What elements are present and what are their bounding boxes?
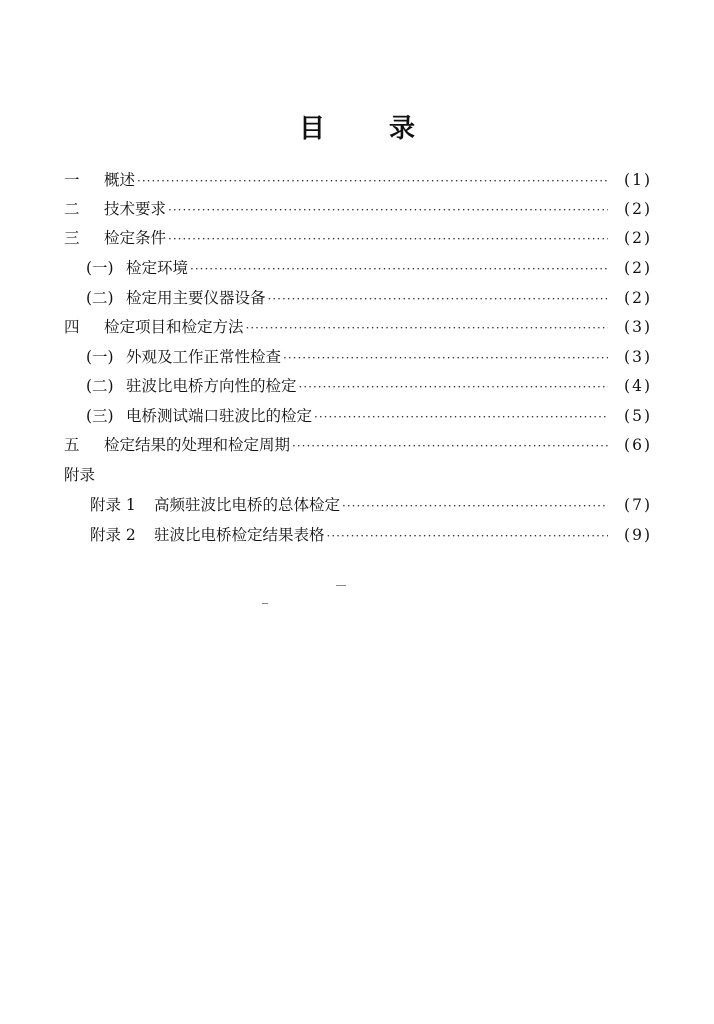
dot-leader xyxy=(137,167,608,195)
toc-entry-label: 检定条件 xyxy=(104,229,167,247)
toc-entry-2[interactable] xyxy=(64,195,652,223)
toc-entry-label: 高频驻波比电桥的总体检定 xyxy=(154,496,341,514)
toc-entry-number: 二 xyxy=(64,200,80,218)
toc-entry-page: (4) xyxy=(624,377,652,395)
toc-entry-page: (3) xyxy=(624,348,652,366)
title-char-1: 目 xyxy=(298,114,325,144)
toc-entry-label: 技术要求 xyxy=(104,200,167,218)
toc-entry-label: 概述 xyxy=(104,171,136,189)
toc-entry-3-1[interactable] xyxy=(64,254,652,282)
toc-entry-3-2[interactable] xyxy=(64,284,652,312)
toc-entry-label: 驻波比电桥方向性的检定 xyxy=(126,377,297,395)
toc-entry-page: (2) xyxy=(624,200,652,218)
toc-entry-number: (三) xyxy=(86,407,114,425)
appendix-heading: 附录 xyxy=(64,466,96,484)
toc-entry-label: 外观及工作正常性检查 xyxy=(126,348,282,366)
toc-entry-number: 一 xyxy=(64,171,80,189)
toc-entry-page: (6) xyxy=(624,436,652,454)
toc-entry-4-3[interactable] xyxy=(64,402,652,430)
page-title xyxy=(0,108,714,145)
dot-leader xyxy=(168,225,608,253)
dot-leader xyxy=(168,196,608,224)
toc-entry-label: 检定用主要仪器设备 xyxy=(126,289,266,307)
toc-entry-page: (9) xyxy=(624,526,652,544)
toc-entry-4-1[interactable] xyxy=(64,343,652,371)
toc-entry-number: (一) xyxy=(86,259,114,277)
dot-leader xyxy=(292,432,608,460)
dot-leader xyxy=(299,373,608,401)
toc-entry-number: 附录 1 xyxy=(90,496,136,514)
dot-leader xyxy=(314,403,608,431)
toc-entry-label: 检定项目和检定方法 xyxy=(104,318,244,336)
toc-entry-page: (2) xyxy=(624,289,652,307)
toc-entry-number: 附录 2 xyxy=(90,526,136,544)
toc-entry-4[interactable] xyxy=(64,313,652,341)
toc-entry-number: 四 xyxy=(64,318,80,336)
dot-leader xyxy=(342,492,608,520)
toc-entry-page: (7) xyxy=(624,496,652,514)
dot-leader xyxy=(327,522,608,550)
toc-entry-number: (二) xyxy=(86,289,114,307)
toc-appendix-1[interactable] xyxy=(64,491,652,519)
dot-leader xyxy=(268,285,608,313)
dot-leader xyxy=(283,344,608,372)
toc-entry-number: (二) xyxy=(86,377,114,395)
toc-entry-page: (2) xyxy=(624,229,652,247)
scan-speck xyxy=(262,603,268,604)
toc-entry-label: 检定环境 xyxy=(126,259,189,277)
toc-entry-number: (一) xyxy=(86,348,114,366)
toc-entry-page: (5) xyxy=(624,407,652,425)
dot-leader xyxy=(190,255,608,283)
toc-entry-page: (2) xyxy=(624,259,652,277)
title-char-2: 录 xyxy=(389,114,416,144)
appendix-heading-row xyxy=(64,461,652,489)
toc-entry-5[interactable] xyxy=(64,431,652,459)
toc-entry-number: 五 xyxy=(64,436,80,454)
toc-entry-3[interactable] xyxy=(64,224,652,252)
toc-entry-1[interactable] xyxy=(64,166,652,194)
toc-entry-number: 三 xyxy=(64,229,80,247)
toc-entry-label: 驻波比电桥检定结果表格 xyxy=(154,526,325,544)
toc-entry-4-2[interactable] xyxy=(64,372,652,400)
scan-speck xyxy=(336,585,346,586)
dot-leader xyxy=(246,314,608,342)
toc-entry-label: 电桥测试端口驻波比的检定 xyxy=(126,407,313,425)
toc-entry-label: 检定结果的处理和检定周期 xyxy=(104,436,291,454)
toc-entry-page: (1) xyxy=(624,171,652,189)
toc-appendix-2[interactable] xyxy=(64,521,652,549)
toc-entry-page: (3) xyxy=(624,318,652,336)
